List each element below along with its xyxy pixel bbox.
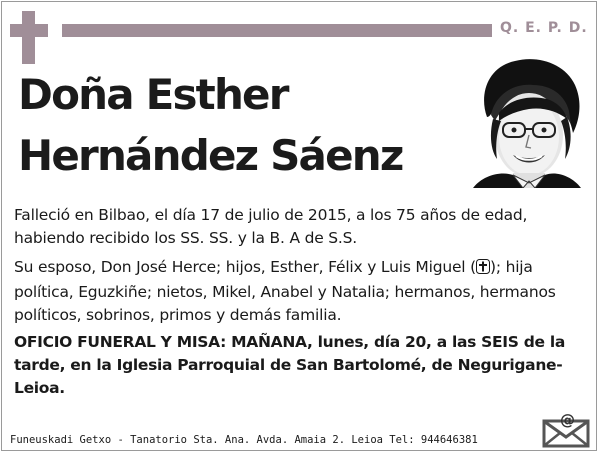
deceased-name-line2: Hernández Sáenz <box>18 131 403 180</box>
deceased-name-line1: Doña Esther <box>18 70 288 119</box>
header-bar <box>62 24 492 37</box>
cross-icon <box>476 258 490 281</box>
qepd-label: Q. E. P. D. <box>500 20 588 36</box>
death-announcement: Falleció en Bilbao, el día 17 de julio de 2015, a los 75 años de edad, habiendo recibido los SS. SS. y la B. A de S.S. <box>14 206 528 247</box>
family-list-part2: ); hija política, Eguzkiñe; nietos, Mikel, Anabel y Natalia; hermanos, hermanos políticos, sobrinos, primos y demás familia. <box>14 258 556 324</box>
mail-at-icon[interactable] <box>542 411 592 448</box>
funeral-details: OFICIO FUNERAL Y MISA: MAÑANA, lunes, día 20, a las SEIS de la tarde, en la Iglesia Parroquial de San Bartolomé, de Negurigane-Leioa. <box>14 333 565 397</box>
family-list <box>14 256 586 327</box>
svg-text:@: @ <box>560 411 575 429</box>
footer-funeral-home: Funeuskadi Getxo - Tanatorio Sta. Ana. Avda. Amaia 2. Leioa Tel: 944646381 <box>10 434 478 446</box>
family-list-part1: Su esposo, Don José Herce; hijos, Esther, Félix y Luis Miguel ( <box>14 258 476 276</box>
portrait-photo <box>473 55 581 188</box>
